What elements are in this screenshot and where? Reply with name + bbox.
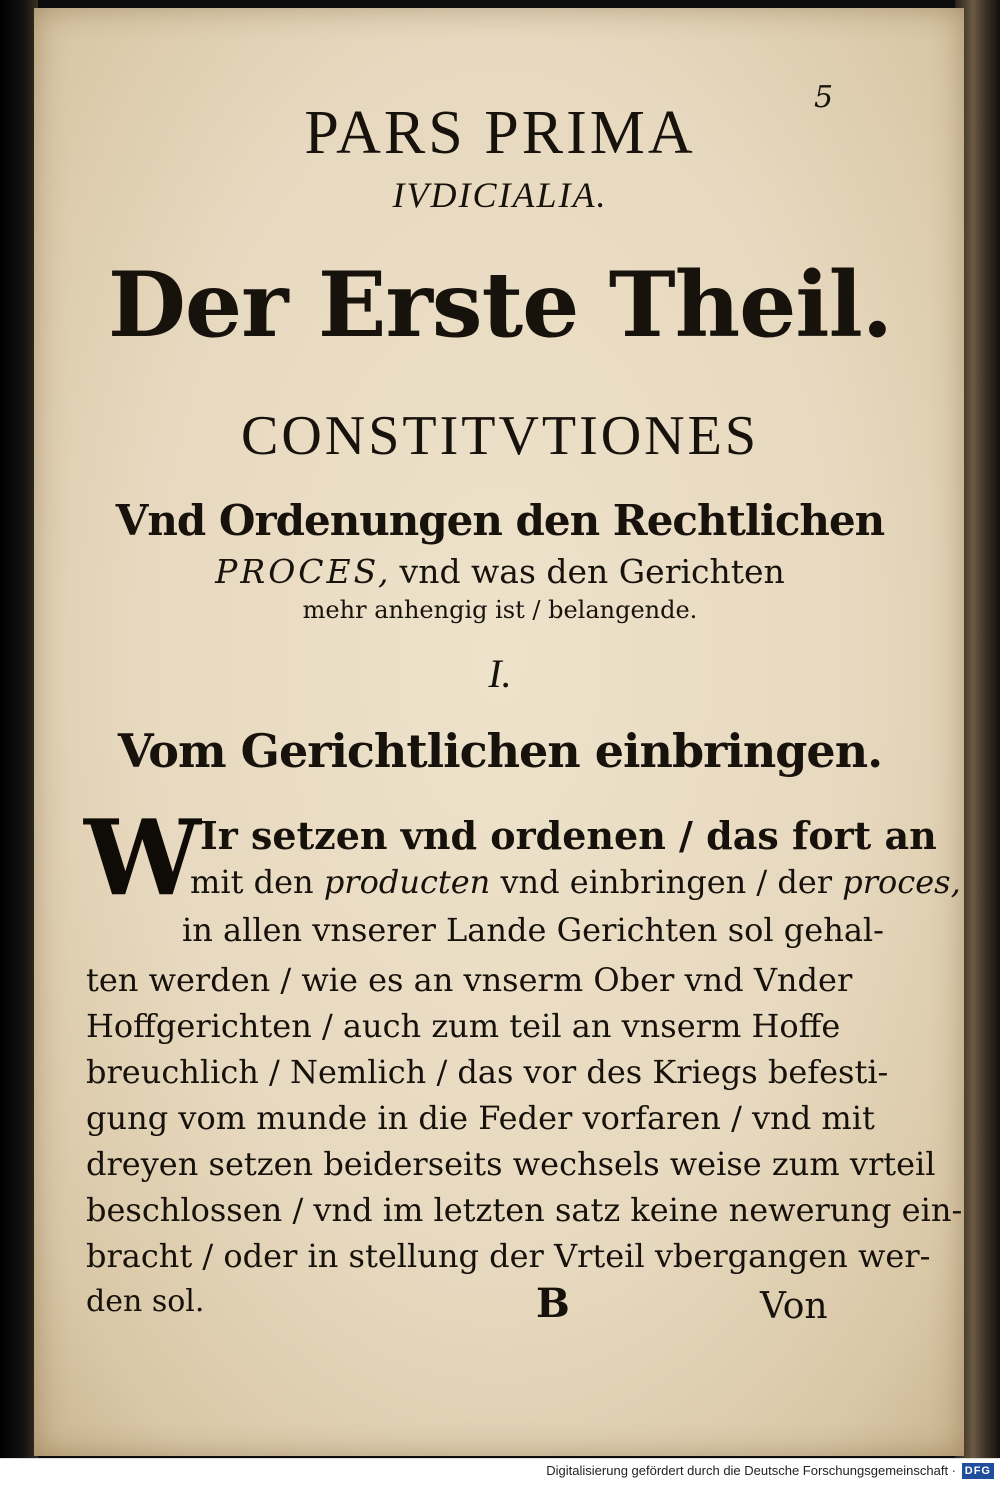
- constitutiones-heading: CONSTITVTIONES: [241, 405, 759, 467]
- page-title: PARS PRIMA: [304, 99, 696, 167]
- catchword: Von: [760, 1286, 828, 1327]
- dfg-logo-icon: DFG: [962, 1463, 994, 1479]
- decorated-initial: W: [84, 796, 201, 919]
- digitization-footer: [0, 1458, 1000, 1485]
- body-text: vnd einbringen / der: [500, 863, 833, 901]
- body-text-italic: producten: [323, 863, 491, 901]
- body-line-4: ten werden / wie es an vnserm Ober vnd Vnder: [86, 961, 853, 999]
- subtitle-line-2-rest: vnd was den Gerichten: [399, 552, 785, 591]
- section-number: I.: [488, 651, 512, 696]
- body-line-11: den sol.: [86, 1284, 205, 1319]
- body-text-italic: proces,: [842, 863, 961, 901]
- body-line-10: bracht / oder in stellung der Vrteil vbergangen wer-: [86, 1237, 931, 1275]
- body-line-9: beschlossen / vnd im letzten satz keine newerung ein-: [86, 1191, 963, 1229]
- footer-credit: Digitalisierung gefördert durch die Deutsche Forschungsgemeinschaft ·: [546, 1463, 956, 1478]
- body-line-8: dreyen setzen beiderseits wechsels weise zum vrteil: [86, 1145, 936, 1183]
- body-line-5: Hoffgerichten / auch zum teil an vnserm Hoffe: [86, 1007, 841, 1045]
- body-line-7: gung vom munde in die Feder vorfaren / vnd mit: [86, 1099, 875, 1137]
- subtitle-line-1: Vnd Ordenungen den Rechtlichen: [115, 496, 885, 545]
- body-text: mit den: [190, 863, 314, 901]
- subtitle-line-2: [0, 552, 1000, 591]
- body-line-3: in allen vnserer Lande Gerichten sol gehal-: [182, 911, 884, 949]
- body-line-1: Ir setzen vnd ordenen / das fort an: [200, 813, 937, 858]
- section-heading: Vom Gerichtlichen einbringen.: [117, 724, 883, 778]
- signature-mark: B: [536, 1280, 570, 1327]
- page-number: 5: [814, 80, 834, 115]
- part-heading: Der Erste Theil.: [107, 252, 893, 358]
- proces-word: PROCES,: [215, 552, 392, 591]
- subtitle-line-3: mehr anhengig ist / belangende.: [302, 596, 698, 624]
- page-subtitle: IVDICIALIA.: [392, 175, 608, 215]
- body-line-6: breuchlich / Nemlich / das vor des Kriegs befesti-: [86, 1053, 889, 1091]
- body-line-2: [190, 862, 961, 902]
